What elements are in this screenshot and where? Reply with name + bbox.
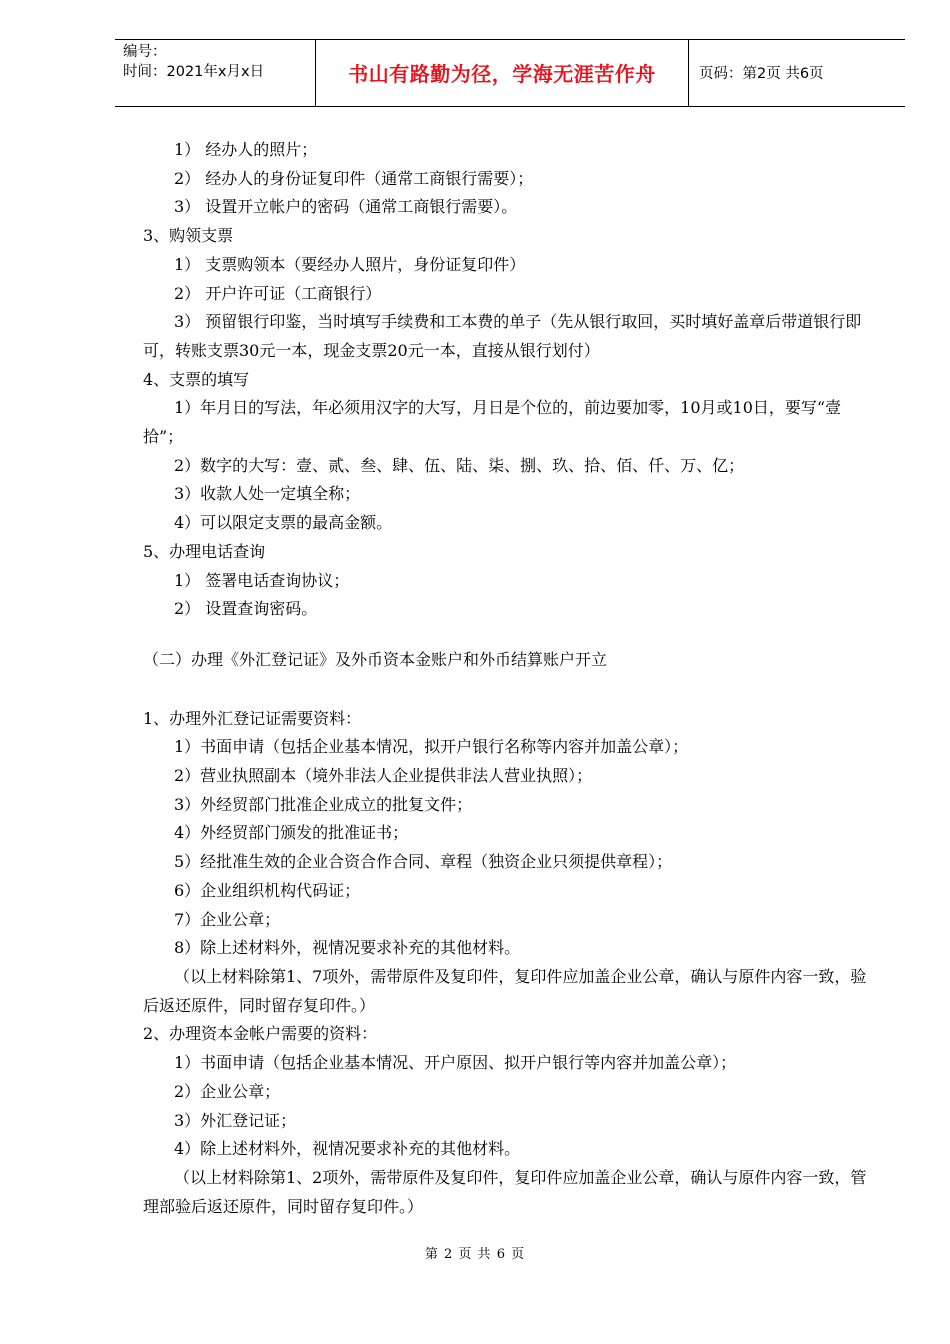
- section-heading: 2、办理资本金帐户需要的资料：: [143, 1024, 378, 1044]
- page-header: [115, 39, 905, 107]
- list-item: 8）除上述材料外，视情况要求补充的其他材料。: [174, 938, 521, 958]
- header-meta: [123, 42, 313, 82]
- list-item: 2） 经办人的身份证复印件（通常工商银行需要）；: [174, 168, 534, 188]
- spacer: [143, 624, 878, 646]
- list-item: 1） 签署电话查询协议；: [174, 570, 350, 590]
- list-item: 2）数字的大写：壹、贰、叁、肆、伍、陆、柒、捌、玖、拾、佰、仟、万、亿；: [174, 455, 745, 475]
- time-label: 时间：2021年x月x日: [123, 64, 265, 80]
- list-item: 7）企业公章；: [174, 909, 281, 929]
- page-footer: 第 2 页 共 6 页: [424, 1247, 526, 1262]
- list-item: 2） 设置查询密码。: [174, 599, 318, 619]
- header-page-number: 页码：第2页 共6页: [699, 66, 824, 82]
- document-body: [143, 136, 878, 1221]
- list-item: 5）经批准生效的企业合资合作合同、章程（独资企业只须提供章程）；: [174, 852, 673, 872]
- list-item: 1） 经办人的照片；: [174, 140, 318, 159]
- note-paragraph: （以上材料除第1、2项外，需带原件及复印件，复印件应加盖企业公章，确认与原件内容一致，管理部验后返还原件，同时留存复印件。）: [143, 1167, 867, 1216]
- list-item: 1） 支票购领本（要经办人照片，身份证复印件）: [174, 254, 526, 274]
- list-item: 3）外汇登记证；: [174, 1110, 297, 1130]
- list-item: 3）收款人处一定填全称；: [174, 484, 361, 504]
- spacer: [143, 675, 878, 705]
- list-item: 2）企业公章；: [174, 1081, 281, 1101]
- list-item: 2） 开户许可证（工商银行）: [174, 283, 382, 303]
- header-motto: 书山有路勤为径，学海无涯苦作舟: [348, 62, 656, 86]
- list-item: 4）外经贸部门颁发的批准证书；: [174, 823, 409, 843]
- list-item: 1）年月日的写法，年必须用汉字的大写，月日是个位的，前边要加零，10月或10日，要写“壹拾”；: [143, 398, 842, 447]
- number-label: 编号：: [123, 44, 167, 60]
- section-heading: 5、办理电话查询: [143, 541, 266, 561]
- list-item: 6）企业组织机构代码证；: [174, 880, 361, 900]
- list-item: 1）书面申请（包括企业基本情况、开户原因、拟开户银行等内容并加盖公章）；: [174, 1053, 737, 1073]
- list-item: 4）可以限定支票的最高金额。: [174, 513, 393, 533]
- note-paragraph: （以上材料除第1、7项外，需带原件及复印件，复印件应加盖企业公章，确认与原件内容一致，验后返还原件，同时留存复印件。）: [143, 966, 867, 1015]
- list-item: 1）书面申请（包括企业基本情况，拟开户银行名称等内容并加盖公章）；: [174, 737, 689, 757]
- list-item: 3） 设置开立帐户的密码（通常工商银行需要）。: [174, 197, 518, 217]
- list-item: 3） 预留银行印鉴，当时填写手续费和工本费的单子（先从银行取回，买时填好盖章后带道银行即可，转账支票30元一本，现金支票20元一本，直接从银行划付）: [143, 312, 862, 360]
- section-heading: 4、支票的填写: [143, 369, 250, 389]
- list-item: 4）除上述材料外，视情况要求补充的其他材料。: [174, 1139, 521, 1159]
- section-heading: 1、办理外汇登记证需要资料：: [143, 708, 362, 728]
- list-item: 3）外经贸部门批准企业成立的批复文件；: [174, 794, 473, 814]
- chapter-heading: （二）办理《外汇登记证》及外币资本金账户和外币结算账户开立: [143, 649, 608, 669]
- header-divider: [688, 40, 689, 106]
- list-item: 2）营业执照副本（境外非法人企业提供非法人营业执照）；: [174, 766, 593, 786]
- section-heading: 3、购领支票: [143, 226, 234, 246]
